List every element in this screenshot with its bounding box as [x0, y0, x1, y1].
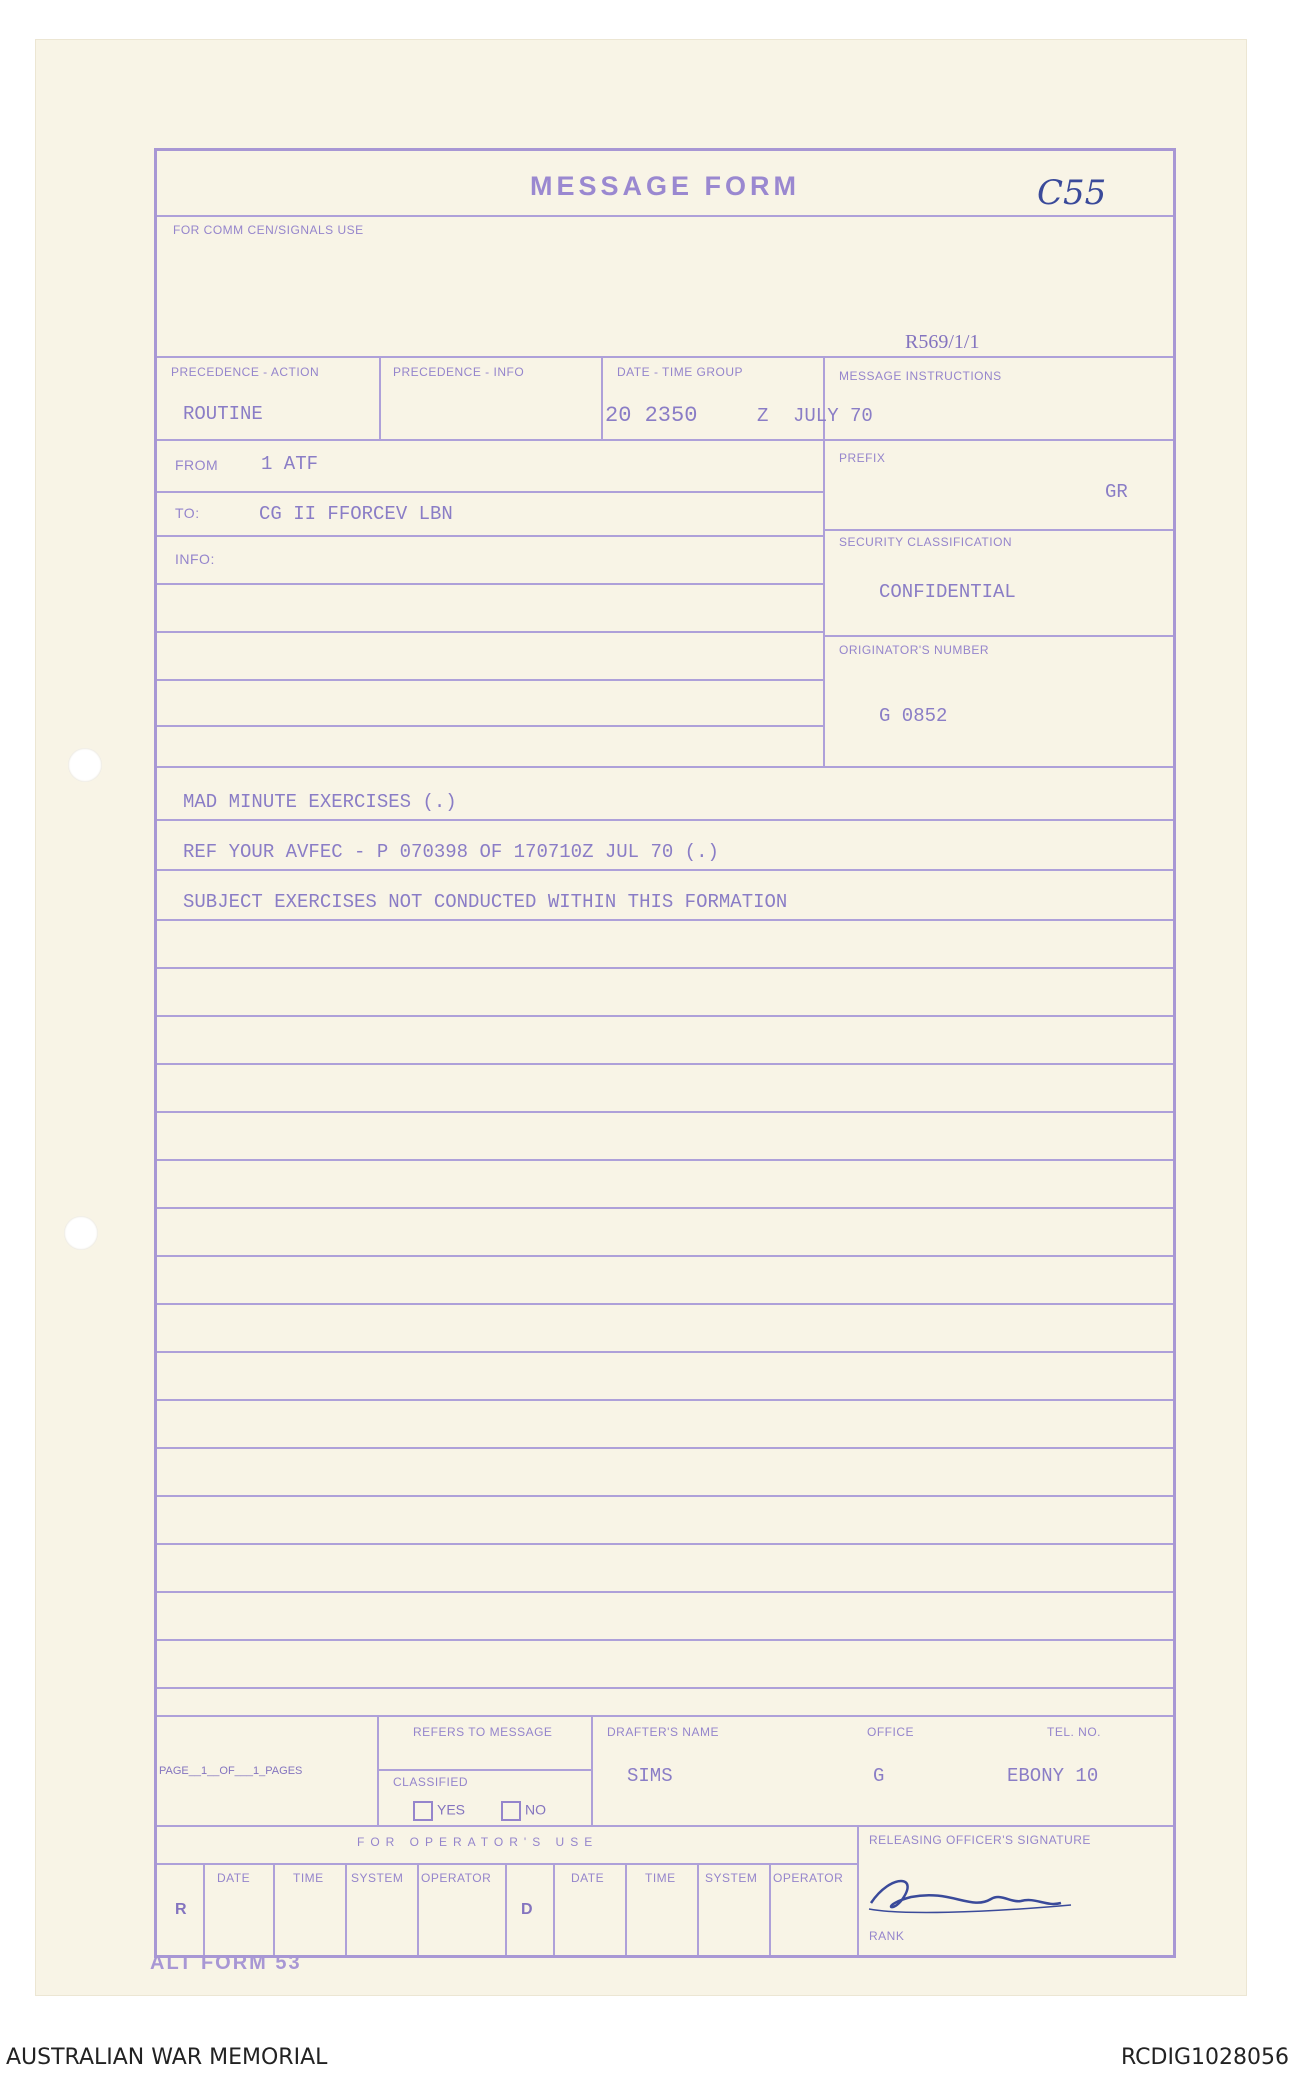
originator-value: G 0852: [879, 705, 948, 727]
op-col-date: DATE: [217, 1871, 251, 1885]
prefix-label: PREFIX: [839, 451, 886, 465]
file-ref: R569/1/1: [905, 331, 980, 353]
footer-right: RCDIG1028056: [1120, 2045, 1289, 2070]
releasing-label: RELEASING OFFICER'S SIGNATURE: [869, 1833, 1091, 1847]
divider: [823, 529, 1173, 531]
ruled-line: [157, 1639, 1173, 1641]
ruled-line: [157, 1159, 1173, 1161]
op-col-time: TIME: [293, 1871, 324, 1885]
divider: [823, 635, 1173, 637]
divider: [157, 1863, 857, 1865]
op-col-system: SYSTEM: [351, 1871, 404, 1885]
security-value: CONFIDENTIAL: [879, 581, 1016, 603]
no-checkbox: [501, 1801, 521, 1821]
ruled-line: [157, 1543, 1173, 1545]
ruled-line: [157, 1399, 1173, 1401]
divider: [157, 766, 1173, 768]
divider: [157, 535, 823, 537]
rank-label: RANK: [869, 1929, 905, 1943]
divider: [157, 583, 823, 585]
divider: [553, 1863, 555, 1955]
op-col-system: SYSTEM: [705, 1871, 758, 1885]
operator-use-label: FOR OPERATOR'S USE: [357, 1835, 599, 1849]
releasing-signature: [861, 1863, 1081, 1933]
no-label: NO: [525, 1801, 546, 1818]
precedence-info-label: PRECEDENCE - INFO: [393, 365, 525, 379]
divider: [157, 869, 1173, 871]
drafter-value: SIMS: [627, 1765, 673, 1787]
tel-value: EBONY 10: [1007, 1765, 1099, 1787]
dtg-label: DATE - TIME GROUP: [617, 365, 744, 379]
divider: [157, 679, 823, 681]
op-col-date: DATE: [571, 1871, 605, 1885]
yes-checkbox: [413, 1801, 433, 1821]
ruled-line: [157, 1447, 1173, 1449]
dtg-month: JULY 70: [793, 405, 873, 427]
punch-hole: [64, 1216, 98, 1250]
divider: [697, 1863, 699, 1955]
divider: [273, 1863, 275, 1955]
ruled-line: [157, 967, 1173, 969]
from-value: 1 ATF: [261, 453, 319, 475]
tel-label: TEL. NO.: [1047, 1725, 1102, 1739]
divider: [769, 1863, 771, 1955]
ruled-line: [157, 1015, 1173, 1017]
ruled-line: [157, 919, 1173, 921]
originator-label: ORIGINATOR'S NUMBER: [839, 643, 990, 657]
drafter-label: DRAFTER'S NAME: [607, 1725, 719, 1739]
divider: [625, 1863, 627, 1955]
divider: [157, 215, 1173, 217]
divider: [857, 1825, 859, 1955]
punch-hole: [68, 748, 102, 782]
body-line: REF YOUR AVFEC - P 070398 OF 170710Z JUL 70 (.): [183, 841, 719, 863]
office-label: OFFICE: [867, 1725, 914, 1739]
classified-label: CLASSIFIED: [393, 1775, 469, 1789]
divider: [377, 1769, 591, 1771]
dtg-value: 20 2350: [605, 403, 698, 428]
form-number: ALT FORM 53: [150, 1952, 302, 1974]
pages-label: PAGES: [265, 1765, 303, 1777]
divider: [157, 1825, 1173, 1827]
ruled-line: [157, 1495, 1173, 1497]
yes-label: YES: [437, 1801, 466, 1818]
office-value: G: [873, 1765, 885, 1787]
classified-yes: [413, 1801, 465, 1821]
divider: [417, 1863, 419, 1955]
to-value: CG II FFORCEV LBN: [259, 503, 453, 525]
op-col-operator: OPERATOR: [421, 1871, 492, 1885]
divider: [157, 819, 1173, 821]
d-label: D: [521, 1901, 533, 1918]
divider: [157, 631, 823, 633]
from-label: FROM: [175, 457, 219, 473]
page-number: 1: [201, 1765, 208, 1777]
page-total: 1: [253, 1765, 260, 1777]
prefix-value: GR: [1105, 481, 1128, 503]
r-label: R: [175, 1901, 187, 1918]
divider: [203, 1863, 205, 1955]
divider: [591, 1715, 593, 1825]
classified-no: [501, 1801, 546, 1821]
divider: [345, 1863, 347, 1955]
message-instructions-label: MESSAGE INSTRUCTIONS: [839, 369, 1002, 383]
divider: [157, 725, 823, 727]
ruled-line: [157, 1351, 1173, 1353]
divider: [379, 356, 381, 439]
security-label: SECURITY CLASSIFICATION: [839, 535, 1013, 549]
message-form: [154, 148, 1176, 1958]
page-of-label: OF: [219, 1765, 235, 1777]
page-label: PAGE: [159, 1765, 189, 1777]
ruled-line: [157, 1303, 1173, 1305]
ruled-line: [157, 1207, 1173, 1209]
handwritten-ref: C55: [1037, 173, 1107, 213]
ruled-line: [157, 1687, 1173, 1689]
comm-label: FOR COMM CEN/SIGNALS USE: [173, 223, 364, 237]
ruled-line: [157, 1063, 1173, 1065]
op-col-operator: OPERATOR: [773, 1871, 844, 1885]
ruled-line: [157, 1111, 1173, 1113]
divider: [157, 356, 1173, 358]
divider: [157, 491, 823, 493]
page-counter: PAGE__1__OF___1_PAGES: [159, 1765, 303, 1777]
divider: [157, 1715, 1173, 1717]
body-line: MAD MINUTE EXERCISES (.): [183, 791, 457, 813]
precedence-action-label: PRECEDENCE - ACTION: [171, 365, 320, 379]
precedence-action-value: ROUTINE: [183, 403, 263, 425]
to-label: TO:: [175, 505, 200, 521]
dtg-zone: Z: [757, 405, 769, 427]
form-title: MESSAGE FORM: [529, 171, 800, 201]
ruled-line: [157, 1591, 1173, 1593]
info-label: INFO:: [175, 551, 215, 567]
refers-label: REFERS TO MESSAGE: [413, 1725, 553, 1739]
op-col-time: TIME: [645, 1871, 676, 1885]
divider: [601, 356, 603, 439]
footer-left: AUSTRALIAN WAR MEMORIAL: [6, 2045, 328, 2070]
divider: [157, 439, 1173, 441]
ruled-line: [157, 1255, 1173, 1257]
body-line: SUBJECT EXERCISES NOT CONDUCTED WITHIN THIS FORMATION: [183, 891, 788, 913]
divider: [505, 1863, 507, 1955]
